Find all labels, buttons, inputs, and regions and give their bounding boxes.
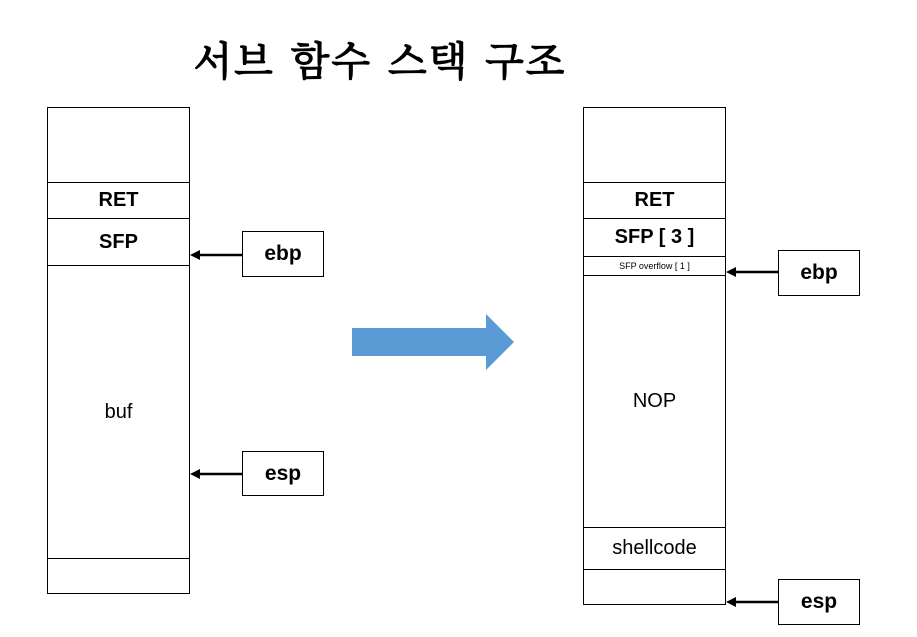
right-stack-top-empty (584, 108, 725, 182)
left-stack-top-empty (48, 108, 189, 182)
right-ebp-label: ebp (778, 250, 860, 296)
right-stack-bottom-empty (584, 569, 725, 604)
left-buf-cell: buf (48, 265, 189, 558)
left-esp-arrow (188, 467, 244, 481)
right-ebp-arrow (724, 265, 780, 279)
right-ret-cell: RET (584, 182, 725, 218)
right-esp-arrow (724, 595, 780, 609)
right-stack (583, 107, 726, 605)
right-shellcode-cell: shellcode (584, 527, 725, 569)
right-esp-label: esp (778, 579, 860, 625)
left-sfp-cell: SFP (48, 218, 189, 265)
right-sfp-overflow-cell: SFP overflow [ 1 ] (584, 256, 725, 275)
left-stack (47, 107, 190, 594)
transition-arrow (352, 312, 516, 372)
left-esp-label: esp (242, 451, 324, 496)
left-ret-cell: RET (48, 182, 189, 218)
diagram-title: 서브 함수 스택 구조 (193, 39, 567, 85)
right-sfp-cell: SFP [ 3 ] (584, 218, 725, 256)
left-stack-bottom-empty (48, 558, 189, 593)
transition-arrow-shape (352, 314, 514, 370)
right-nop-cell: NOP (584, 275, 725, 527)
left-ebp-label: ebp (242, 231, 324, 277)
left-ebp-arrow (188, 248, 244, 262)
